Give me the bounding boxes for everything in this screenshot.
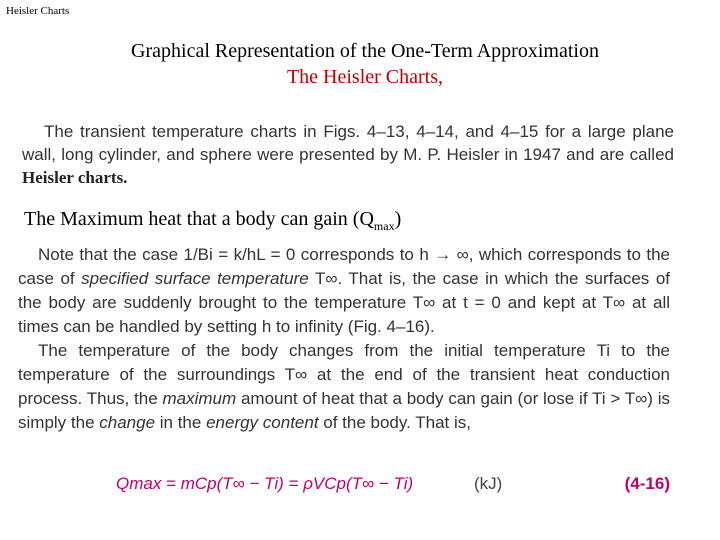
- paragraph-3-a: The temperature of the body changes from the initial temperature Ti to the temperature of the surroundings T∞ at the end of the transient heat conduction process. Thus, the: [18, 341, 670, 408]
- textbook-excerpt: [18, 243, 670, 435]
- slide-title: [0, 38, 720, 90]
- paragraph-heisler-intro: [22, 120, 674, 189]
- subheading-sub: max: [373, 219, 395, 233]
- equation-unit: (kJ): [474, 474, 503, 493]
- paragraph-3: [18, 339, 670, 435]
- header-label: Heisler Charts: [6, 5, 70, 17]
- paragraph-1-text: The transient temperature charts in Figs. 4–13, 4–14, and 4–15 for a large plane wall, long cylinder, and sphere were presented by M. P. Heisler in 1947 and are called: [22, 122, 674, 164]
- paragraph-3-italic-change: change: [99, 413, 156, 432]
- paragraph-2-italic: specified surface temperature: [81, 269, 309, 288]
- paragraph-1-bold: Heisler charts.: [22, 168, 128, 187]
- subheading-text: The Maximum heat that a body can gain (Q: [24, 208, 374, 230]
- paragraph-3-italic-energy: energy content: [206, 413, 319, 432]
- paragraph-2-a: Note that the case 1/Bi = k/hL = 0 corresponds to h → ∞, which corresponds to the case of: [18, 245, 670, 288]
- equation-number: (4-16): [624, 474, 670, 493]
- paragraph-3-c: amount of heat that a body can gain (or lose if Ti > T∞) is simply the: [18, 389, 670, 432]
- title-line-2: The Heisler Charts,: [286, 66, 444, 88]
- subheading-close: ): [394, 208, 402, 230]
- paragraph-3-italic-maximum: maximum: [162, 389, 237, 408]
- paragraph-2: [18, 243, 670, 339]
- paragraph-3-e: in the: [155, 413, 207, 432]
- equation-expression: Qmax = mCp(T∞ − Ti) = ρVCp(T∞ − Ti): [116, 474, 414, 493]
- title-line-1: Graphical Representation of the One-Term Approximation: [131, 40, 599, 62]
- subheading-max-heat: [24, 206, 401, 239]
- equation-4-16: [110, 474, 670, 498]
- paragraph-3-g: of the body. That is,: [318, 413, 472, 432]
- paragraph-2-c: T∞. That is, the case in which the surfaces of the body are suddenly brought to the temperature T∞ at t = 0 and kept at T∞ at all times can be handled by setting h to infinity (Fig. 4–16).: [18, 269, 670, 336]
